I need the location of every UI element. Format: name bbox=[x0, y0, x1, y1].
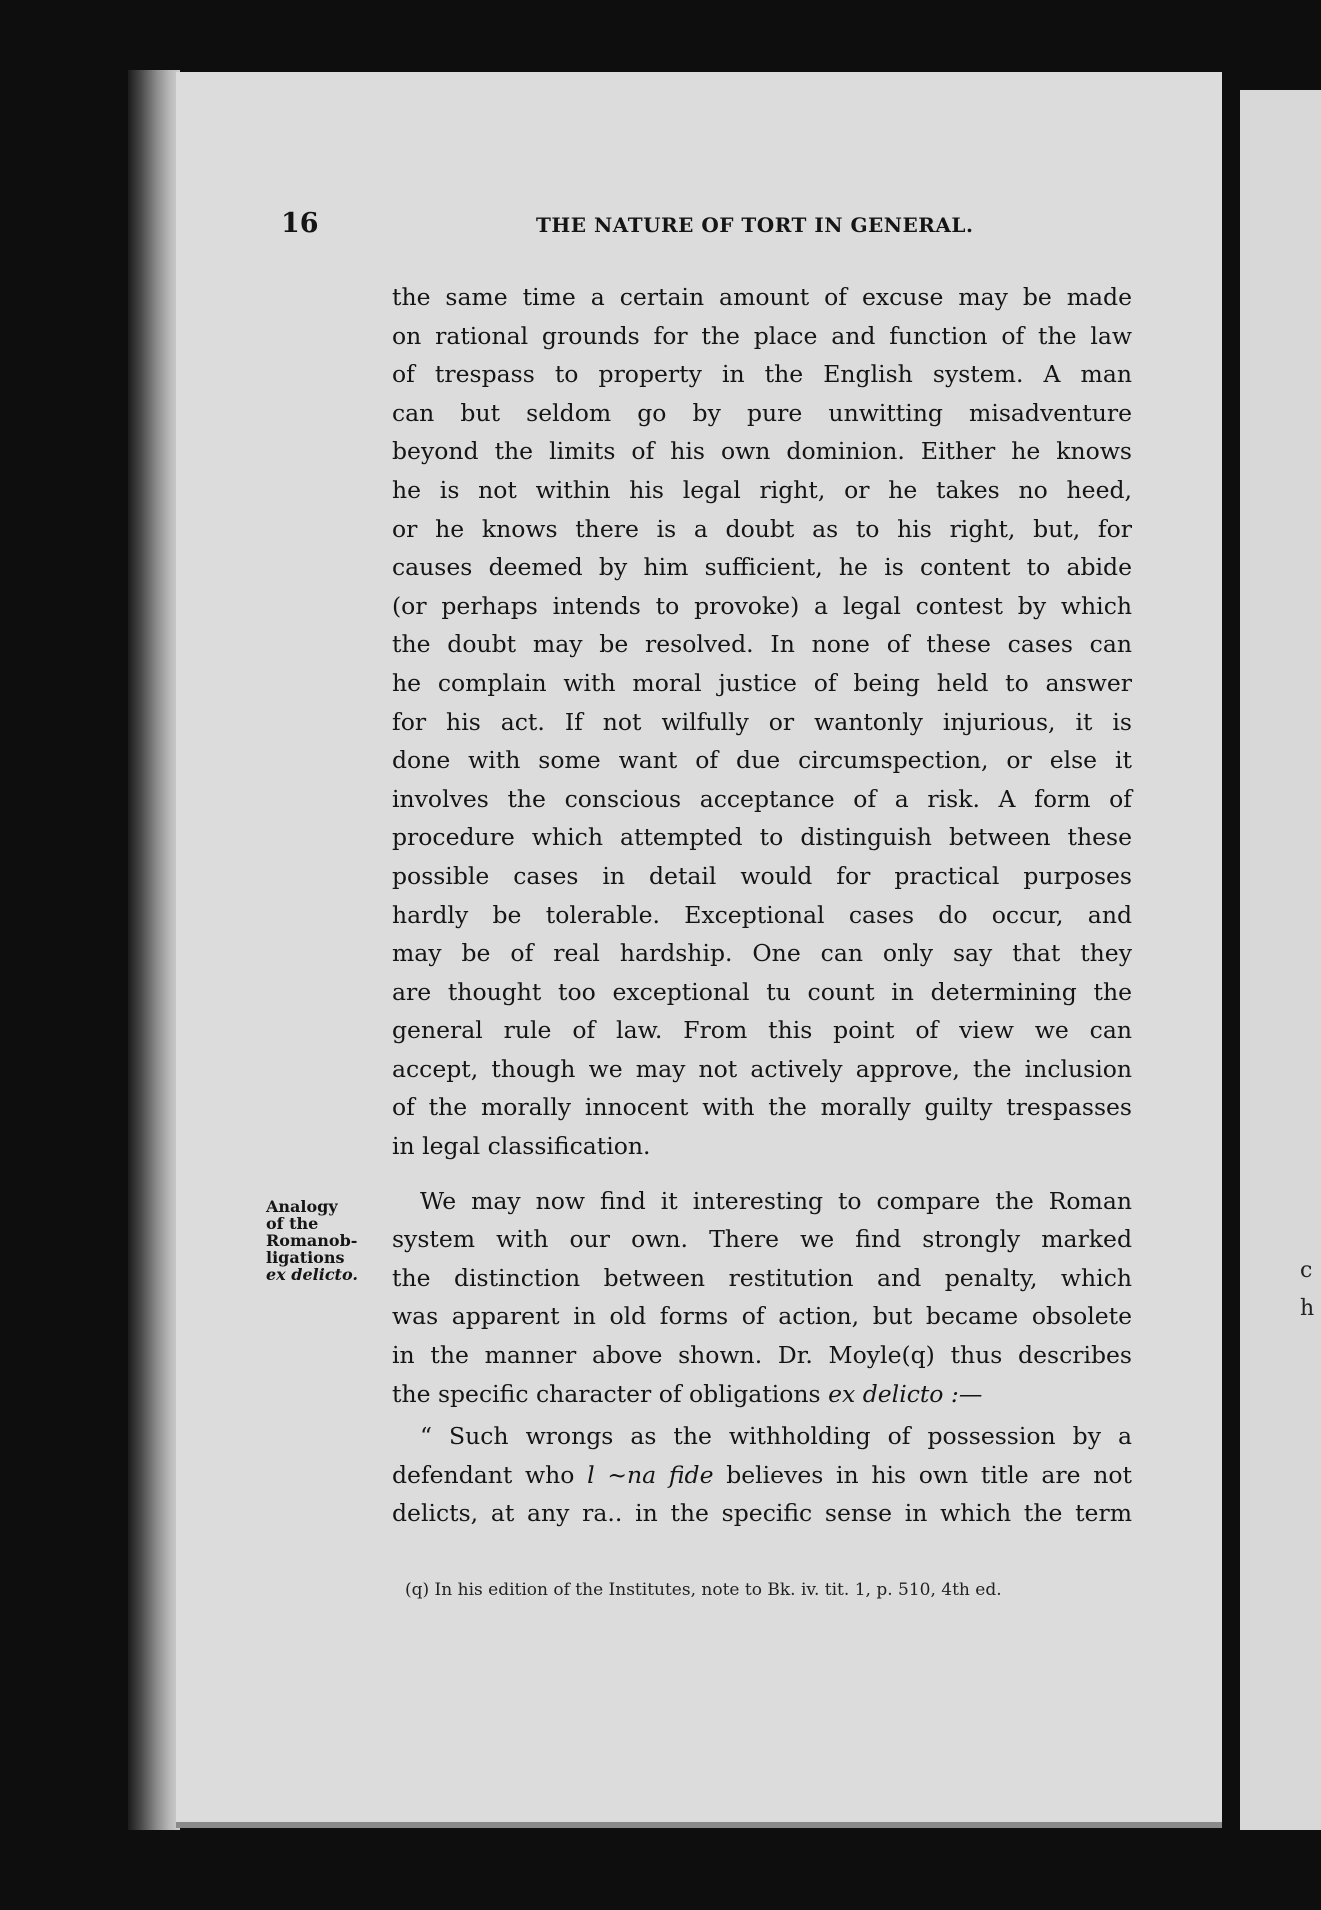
text-fragment: defendant who bbox=[392, 1460, 588, 1489]
margin-note-line: ex delicto. bbox=[266, 1265, 358, 1284]
adjacent-page-fragment: c bbox=[1300, 1258, 1313, 1283]
margin-note-line: of the bbox=[266, 1214, 319, 1233]
text-line: the doubt may be resolved. In none of these cases can bbox=[392, 630, 1132, 659]
text-line: in the manner above shown. Dr. Moyle(q) thus describes bbox=[392, 1341, 1132, 1370]
adjacent-page-fragment: h bbox=[1300, 1296, 1315, 1321]
adjacent-page bbox=[1240, 90, 1321, 1830]
text-line: for his act. If not wilfully or wantonly injurious, it is bbox=[392, 707, 1132, 736]
text-line: in legal classification. bbox=[392, 1132, 651, 1161]
page-bottom-shadow bbox=[176, 1822, 1222, 1828]
text-line: hardly be tolerable. Exceptional cases do occur, and bbox=[392, 900, 1132, 929]
text-line: involves the conscious acceptance of a risk. A form of bbox=[392, 784, 1132, 813]
text-line: of trespass to property in the English system. A man bbox=[392, 360, 1132, 389]
text-fragment: believes in his own title are not bbox=[713, 1460, 1132, 1489]
footnote: (q) In his edition of the Institutes, note to Bk. iv. tit. 1, p. 510, 4th ed. bbox=[405, 1580, 1002, 1600]
text-line: accept, though we may not actively approve, the inclusion bbox=[392, 1054, 1132, 1083]
text-line: procedure which attempted to distinguish between these bbox=[392, 823, 1132, 852]
paragraph-1 bbox=[392, 278, 1132, 1166]
text-line: general rule of law. From this point of view we can bbox=[392, 1016, 1132, 1045]
text-line bbox=[392, 1375, 1132, 1414]
text-line: of the morally innocent with the morally guilty trespasses bbox=[392, 1093, 1132, 1122]
paragraph-2 bbox=[392, 1182, 1132, 1414]
running-head bbox=[0, 208, 1321, 248]
text-line: can but seldom go by pure unwitting misadventure bbox=[392, 398, 1132, 427]
text-line: the same time a certain amount of excuse may be made bbox=[392, 283, 1132, 311]
text-line: he is not within his legal right, or he takes no heed, bbox=[392, 475, 1132, 504]
latin-phrase: l ~na fide bbox=[587, 1460, 714, 1489]
text-line: (or perhaps intends to provoke) a legal contest by which bbox=[392, 591, 1132, 620]
text-line: possible cases in detail would for practical purposes bbox=[392, 861, 1132, 890]
text-line: causes deemed by him sufficient, he is content to abide bbox=[392, 553, 1132, 582]
quote-line bbox=[392, 1456, 1132, 1495]
body-text bbox=[392, 278, 1132, 1533]
text-line: or he knows there is a doubt as to his right, but, for bbox=[392, 514, 1132, 543]
text-line: system with our own. There we find strongly marked bbox=[392, 1225, 1132, 1254]
text-line: was apparent in old forms of action, but became obsolete bbox=[392, 1302, 1132, 1331]
text-line: are thought too exceptional tu count in determining the bbox=[392, 977, 1132, 1006]
block-quote bbox=[392, 1417, 1132, 1533]
running-title: THE NATURE OF TORT IN GENERAL. bbox=[536, 213, 974, 237]
text-line: We may now find it interesting to compare the Roman bbox=[420, 1186, 1132, 1215]
book-edge bbox=[128, 70, 180, 1830]
text-line: beyond the limits of his own dominion. Either he knows bbox=[392, 437, 1132, 466]
text-line: may be of real hardship. One can only say that they bbox=[392, 939, 1132, 968]
text-fragment: the specific character of obligations bbox=[392, 1379, 829, 1408]
latin-phrase: ex delicto :— bbox=[828, 1379, 983, 1408]
text-line: the distinction between restitution and penalty, which bbox=[392, 1263, 1132, 1292]
text-line: on rational grounds for the place and function of the law bbox=[392, 321, 1132, 350]
quote-line: delicts, at any ra.. in the specific sense in which the term bbox=[392, 1499, 1132, 1528]
quote-line: “ Such wrongs as the withholding of possession by a bbox=[420, 1422, 1132, 1451]
text-line: done with some want of due circumspection, or else it bbox=[392, 746, 1132, 775]
margin-note bbox=[266, 1198, 366, 1283]
page-number: 16 bbox=[281, 208, 319, 239]
margin-note-line: Analogy bbox=[266, 1197, 338, 1216]
text-line: he complain with moral justice of being held to answer bbox=[392, 668, 1132, 697]
margin-note-line: Romanob- bbox=[266, 1231, 358, 1250]
margin-note-line: ligations bbox=[266, 1248, 345, 1267]
